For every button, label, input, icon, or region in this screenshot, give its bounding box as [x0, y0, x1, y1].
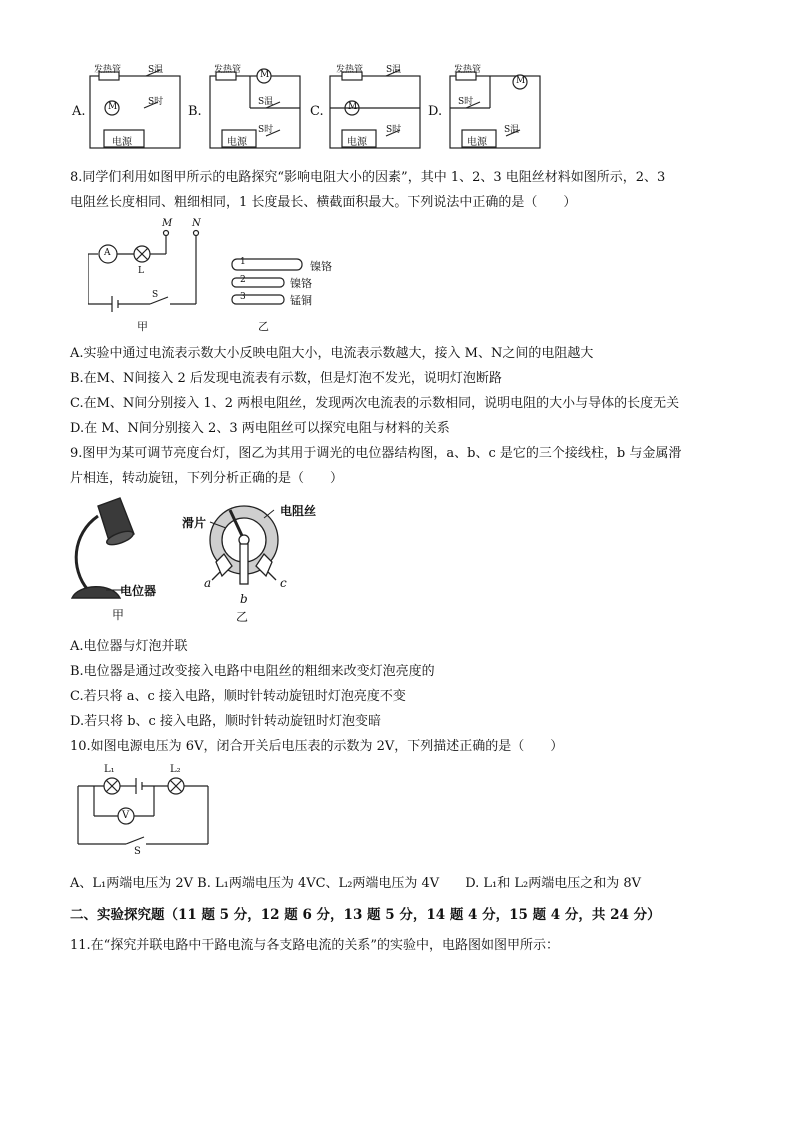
q7a-switch-mid-label: S时 — [148, 97, 164, 107]
terminal-m-label: M — [162, 218, 173, 229]
q8-figure-yi — [228, 256, 348, 334]
q9-stem-line2: 片相连，转动旋钮，下列分析正确的是（ ） — [70, 471, 344, 486]
lamp-label: L — [138, 266, 144, 276]
wire-2-material: 镍铬 — [290, 277, 312, 290]
l1-label: L₁ — [104, 764, 115, 775]
q7-option-b-letter[interactable]: B. — [188, 104, 202, 119]
q10-options[interactable]: A、L₁两端电压为 2V B. L₁两端电压为 4VC、L₂两端电压为 4V D. L₁和 L₂两端电压之和为 8V — [70, 876, 642, 891]
q9-figure-jia — [68, 494, 178, 624]
q7b-power-label: 电源 — [227, 137, 247, 148]
q7c-switch-bottom-label: S时 — [386, 125, 402, 135]
q7-option-c-letter[interactable]: C. — [310, 104, 324, 119]
q8-stem-line1: 8.同学们利用如图甲所示的电路探究“影响电阻大小的因素”，其中 1、2、3 电阻丝材料如图所示，2、3 — [70, 170, 666, 185]
q7d-switch-bottom-label: S温 — [504, 125, 520, 135]
q7-option-b-circuit — [210, 69, 300, 148]
q7d-motor-label: M — [516, 76, 526, 86]
wire-1-number: 1 — [240, 257, 246, 267]
terminal-a-label: a — [204, 576, 212, 590]
q8-option-c[interactable]: C.在M、N间分别接入 1、2 两根电阻丝，发现两次电流表的示数相同，说明电阻的大小与导体的长度无关 — [70, 396, 680, 411]
q10-switch-label: S — [134, 846, 141, 857]
q7a-switch-top-label: S温 — [148, 65, 164, 75]
q8-stem-line2: 电阻丝长度相同、粗细相同，1 长度最长、横截面积最大。下列说法中正确的是（ ） — [70, 195, 577, 210]
q9-option-c[interactable]: C.若只将 a、c 接入电路，顺时针转动旋钮时灯泡亮度不变 — [70, 689, 406, 704]
terminal-b-label: b — [240, 592, 248, 606]
wire-3-number: 3 — [240, 292, 246, 302]
slider-label: 滑片 — [182, 516, 207, 530]
q9-figure-yi — [176, 500, 336, 628]
q7b-motor-label: M — [260, 70, 270, 80]
q9-option-d[interactable]: D.若只将 b、c 接入电路，顺时针转动旋钮时灯泡变暗 — [70, 714, 381, 729]
q7-option-a-circuit — [90, 70, 180, 148]
q7b-heater-label: 发热管 — [214, 65, 242, 75]
voltmeter-label: V — [122, 810, 130, 821]
q7a-motor-label: M — [108, 102, 118, 112]
q8-option-d[interactable]: D.在 M、N间分别接入 2、3 两电阻丝可以探究电阻与材料的关系 — [70, 421, 450, 436]
q8-option-b[interactable]: B.在M、N间接入 2 后发现电流表有示数，但是灯泡不发光，说明灯泡断路 — [70, 371, 502, 386]
q8-option-a[interactable]: A.实验中通过电流表示数大小反映电阻大小，电流表示数越大，接入 M、N之间的电阻越大 — [70, 346, 594, 361]
l2-label: L₂ — [170, 764, 181, 775]
q7d-switch-mid-label: S时 — [458, 97, 474, 107]
q9-stem-line1: 9.图甲为某可调节亮度台灯，图乙为其用于调光的电位器结构图，a、b、c 是它的三个接线柱，b 与金属滑 — [70, 446, 682, 461]
terminal-c-label: c — [280, 576, 287, 590]
potentiometer-label: 电位器 — [120, 584, 157, 598]
q10-figure — [74, 764, 214, 858]
ammeter-label: A — [104, 248, 111, 258]
q7c-motor-label: M — [348, 102, 358, 112]
q8-jia-caption: 甲 — [137, 320, 148, 333]
q8-figure-jia — [88, 218, 218, 336]
section2-title: 二、实验探究题（11 题 5 分，12 题 6 分，13 题 5 分，14 题 4 分，15 题 4 分，共 24 分） — [70, 907, 661, 923]
q7-option-c-circuit — [330, 70, 420, 148]
q7-option-d-letter[interactable]: D. — [428, 104, 443, 119]
switch-label: S — [152, 290, 159, 300]
q7-option-a-letter[interactable]: A. — [72, 104, 86, 119]
terminal-n-label: N — [192, 218, 201, 229]
q8-yi-caption: 乙 — [258, 320, 269, 333]
q7b-switch-mid-label: S温 — [258, 97, 274, 107]
q9-option-a[interactable]: A.电位器与灯泡并联 — [70, 639, 188, 654]
q7d-power-label: 电源 — [467, 137, 487, 148]
q7c-heater-label: 发热管 — [336, 65, 364, 75]
q7a-power-label: 电源 — [112, 137, 132, 148]
q9-jia-caption: 甲 — [112, 608, 125, 622]
q7-circuit-row — [70, 62, 570, 157]
q9-yi-caption: 乙 — [236, 610, 249, 624]
q7-option-d-circuit — [450, 72, 540, 148]
q7b-switch-bottom-label: S时 — [258, 125, 274, 135]
wire-2-number: 2 — [240, 275, 246, 285]
q7a-heater-label: 发热管 — [94, 65, 122, 75]
q10-stem: 10.如图电源电压为 6V，闭合开关后电压表的示数为 2V，下列描述正确的是（ ） — [70, 739, 564, 754]
wire-3-material: 锰铜 — [290, 294, 312, 307]
q7d-heater-label: 发热管 — [454, 65, 482, 75]
q9-option-b[interactable]: B.电位器是通过改变接入电路中电阻丝的粗细来改变灯泡亮度的 — [70, 664, 435, 679]
q7c-power-label: 电源 — [347, 137, 367, 148]
q11-stem: 11.在“探究并联电路中干路电流与各支路电流的关系”的实验中，电路图如图甲所示： — [70, 938, 559, 953]
q7c-switch-top-label: S温 — [386, 65, 402, 75]
wire-1-material: 镍铬 — [310, 260, 332, 273]
resistance-wire-label: 电阻丝 — [280, 504, 317, 518]
